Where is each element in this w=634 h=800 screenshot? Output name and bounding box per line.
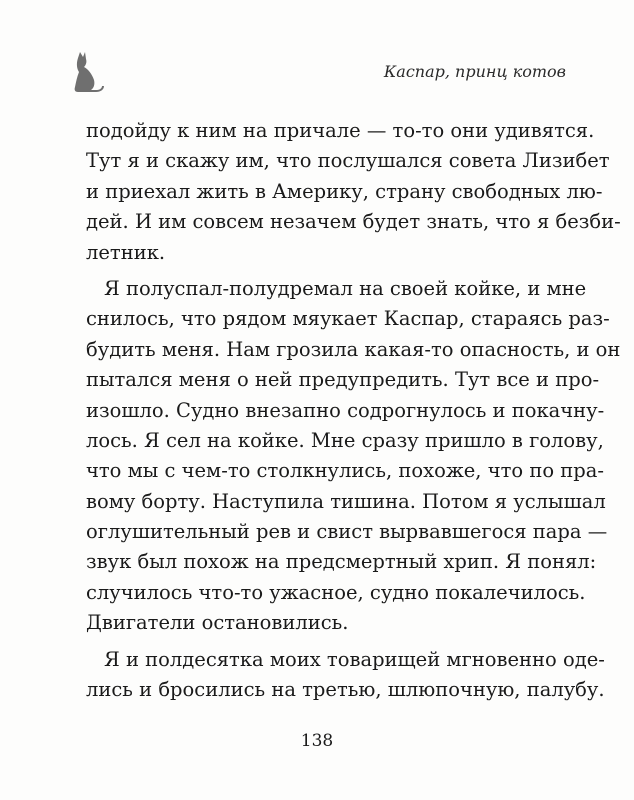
text-line: пытался меня о ней предупредить. Тут все и про-: [86, 368, 600, 392]
running-header-title: Каспар, принц котов: [383, 62, 566, 81]
text-line: Двигатели остановились.: [86, 611, 349, 635]
text-line: и приехал жить в Америку, страну свободных лю-: [86, 179, 603, 203]
text-line: Тут я и скажу им, что послушался совета Лизибет: [86, 149, 610, 173]
text-line: снилось, что рядом мяукает Каспар, стараясь раз-: [86, 307, 610, 331]
text-line: случилось что-то ужасное, судно покалечилось.: [86, 580, 586, 604]
paragraph: [86, 274, 621, 639]
text-line: подойду к ним на причале — то-то они удивятся.: [86, 119, 595, 142]
text-line: оглушительный рев и свист вырвавшегося пара —: [86, 520, 608, 544]
text-line: дей. И им совсем незачем будет знать, что я безби-: [86, 210, 621, 234]
text-line: лось. Я сел на койке. Мне сразу пришло в голову,: [86, 428, 604, 452]
text-line: что мы с чем-то столкнулись, похоже, что по пра-: [86, 459, 604, 483]
paragraph: [86, 645, 605, 706]
paragraph: [86, 116, 621, 268]
text-line: Я и полдесятка моих товарищей мгновенно оде-: [104, 647, 605, 671]
text-line: звук был похож на предсмертный хрип. Я понял:: [86, 550, 597, 574]
text-line: изошло. Судно внезапно содрогнулось и покачну-: [86, 398, 605, 422]
text-line: летник.: [86, 240, 166, 264]
body-text: [86, 116, 621, 705]
text-line: вому борту. Наступила тишина. Потом я услышал: [86, 489, 606, 513]
text-line: Я полуспал-полудремал на своей койке, и мне: [104, 276, 587, 300]
text-line: лись и бросились на третью, шлюпочную, палубу.: [86, 678, 605, 702]
page-number: 138: [300, 731, 334, 751]
text-line: будить меня. Нам грозила какая-то опасность, и он: [86, 337, 621, 361]
